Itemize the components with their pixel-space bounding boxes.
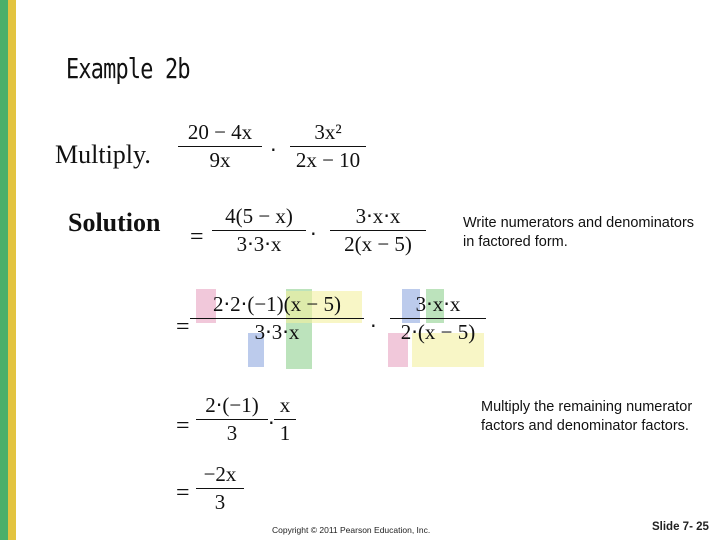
multiplication-dot: ⋅ — [268, 411, 275, 435]
fraction-bar — [330, 230, 426, 231]
fraction-numerator: 20 − 4x — [187, 120, 253, 144]
fraction-denominator: 2(x − 5) — [344, 232, 412, 256]
fraction-denominator: 3 — [214, 490, 226, 514]
fraction-bar — [196, 488, 244, 489]
factored-fraction-1 — [212, 204, 306, 257]
problem-fraction-1 — [178, 120, 262, 173]
fraction-numerator: 2⋅2⋅(−1)(x − 5) — [212, 292, 341, 316]
equals-sign: = — [176, 413, 190, 439]
remaining-fraction-2 — [274, 393, 296, 446]
fraction-numerator: 2⋅(−1) — [205, 393, 259, 417]
multiply-label: Multiply. — [55, 140, 151, 169]
left-accent-bar-yellow — [8, 0, 16, 540]
fraction-bar — [290, 146, 366, 147]
multiplication-dot: ⋅ — [370, 314, 377, 338]
equals-sign: = — [176, 480, 190, 506]
note-factored-form: Write numerators and denominators in factored form. — [463, 215, 695, 250]
copyright-footer: Copyright © 2011 Pearson Education, Inc. — [272, 525, 431, 535]
note-multiply-remaining: Multiply the remaining numerator factors and denominator factors. — [481, 399, 693, 434]
fraction-denominator: 2⋅(x − 5) — [400, 320, 476, 344]
fraction-bar — [196, 419, 268, 420]
cancel-fraction-2 — [390, 292, 486, 345]
factored-fraction-2 — [330, 204, 426, 257]
problem-fraction-2 — [290, 120, 366, 173]
fraction-bar — [212, 230, 306, 231]
fraction-numerator: 3⋅x⋅x — [355, 204, 401, 228]
fraction-denominator: 3⋅3⋅x — [236, 232, 282, 256]
fraction-bar — [274, 419, 296, 420]
final-answer-fraction — [196, 462, 244, 515]
fraction-denominator: 9x — [209, 148, 231, 172]
slide-number: Slide 7- 25 — [652, 521, 709, 533]
equals-sign: = — [190, 224, 204, 250]
multiplication-dot: ⋅ — [270, 138, 277, 162]
fraction-denominator: 2x − 10 — [295, 148, 361, 172]
fraction-numerator: −2x — [203, 462, 237, 486]
fraction-numerator: 3⋅x⋅x — [415, 292, 461, 316]
remaining-fraction-1 — [196, 393, 268, 446]
slide-title: Example 2b — [66, 52, 190, 85]
fraction-denominator: 3⋅3⋅x — [254, 320, 300, 344]
fraction-bar — [178, 146, 262, 147]
multiplication-dot: ⋅ — [310, 222, 317, 246]
fraction-bar — [390, 318, 486, 319]
fraction-bar — [190, 318, 364, 319]
equals-sign: = — [176, 314, 190, 340]
fraction-numerator: x — [279, 393, 291, 417]
left-accent-bar-green — [0, 0, 8, 540]
solution-label: Solution — [68, 208, 161, 237]
fraction-numerator: 3x² — [314, 120, 342, 144]
cancel-fraction-1 — [190, 292, 364, 345]
fraction-denominator: 3 — [226, 421, 238, 445]
fraction-numerator: 4(5 − x) — [225, 204, 293, 228]
fraction-denominator: 1 — [279, 421, 291, 445]
